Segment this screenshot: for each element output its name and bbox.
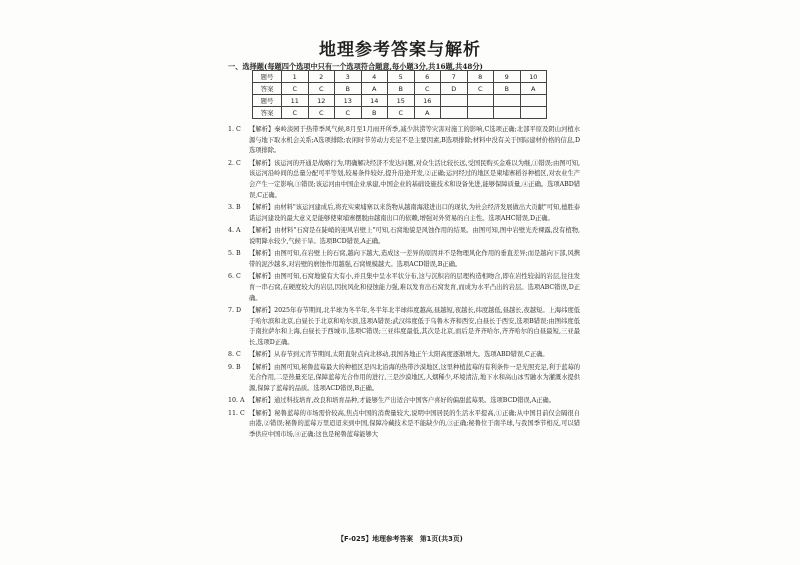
answer-table-cell: 6	[414, 71, 441, 83]
question-number: 1. C	[228, 126, 241, 133]
answer-table-header-cell: 答案	[253, 83, 282, 95]
question-explanation	[228, 363, 580, 395]
page-title: 地理参考答案与解析	[319, 40, 481, 60]
question-number: 3. B	[228, 204, 241, 212]
answer-table-cell: C	[414, 83, 441, 95]
question-analysis-text: 【解析】秦岭淡园于热带季风气候,8月至1月雨开所季,减少洪涝等灾害对施工的影响,C选项正确;北部平原及阴山河植水源与地下取水机会关系;A选项排除;农闲时节劳动力充足不是主要因素,B选项排除;材料中没有关于国际建材价格的信息,D选项排除。	[249, 126, 580, 155]
question-explanation	[228, 125, 580, 157]
answer-table-header-cell: 题号	[253, 95, 282, 107]
answer-table-cell	[441, 95, 468, 107]
answer-table-cell: 5	[388, 71, 415, 83]
answer-table-cell: 16	[414, 95, 441, 107]
answer-table-cell: A	[520, 83, 547, 95]
answer-table-cell: 2	[308, 71, 335, 83]
question-number: 8. C	[228, 351, 241, 359]
answer-table-cell: 1	[282, 71, 309, 83]
question-explanation	[228, 272, 580, 304]
answer-table-header-cell: 题号	[253, 71, 282, 83]
answer-table-cell: 8	[467, 71, 494, 83]
question-number: 5. B	[228, 250, 241, 258]
answer-table-row	[253, 107, 547, 119]
answer-table-row	[253, 83, 547, 95]
answer-table-cell: A	[414, 107, 441, 119]
answer-table-cell: A	[361, 83, 388, 95]
question-explanation	[228, 226, 580, 247]
question-explanation	[228, 306, 580, 349]
question-number: 2. C	[228, 159, 241, 167]
answer-table-header-cell: 答案	[253, 107, 282, 119]
answer-table-cell: B	[494, 83, 521, 95]
answer-table-cell	[520, 107, 547, 119]
question-analysis-text: 【解析】由图可知,秘鲁蓝莓最大的种植区是四北沿海的热带沙漠地区,这里种植蓝莓的有利条件一是光照充足,利于蓝莓的光合作用,二是热量充足,保障蓝莓光合作用的进行,三是沙漠地区,人烟稀少,环境清洁,地下水和高山冰雪融水为灌溉水提供源,保障了蓝莓的品质。选项ACD错误,B正确。	[249, 363, 580, 392]
answer-table-cell	[520, 95, 547, 107]
question-analysis-text: 【解析】通过科技培育,改良和培育品种,才能够生产出适合中国客户喜好的偏甜蓝莓果。选项BCD错误,A正确。	[249, 397, 555, 405]
question-explanation	[228, 249, 580, 270]
question-list	[228, 125, 580, 442]
answer-table-cell: 4	[361, 71, 388, 83]
answer-table-cell	[467, 95, 494, 107]
page-footer: 【F-025】地理参考答案 第1页(共3页)	[337, 535, 463, 543]
question-number: 4. A	[228, 227, 241, 235]
question-explanation	[228, 350, 580, 361]
question-explanation	[228, 409, 580, 441]
question-analysis-text: 【解析】由图可知,在岩壁上的石窝,越向下越大,造成这一差异的原因并不是物理风化作用的垂直差异;而是越向下部,风携带的泥沙越多,对岩壁的磨蚀作用越强,石窝规模越大。选项ACD错误,B正确。	[249, 250, 580, 268]
answer-table-cell: 13	[335, 95, 362, 107]
answer-table-cell	[441, 107, 468, 119]
section-heading: 一、选择题(每题四个选项中只有一个选项符合题意,每小题3分,共16题,共48分)	[228, 62, 483, 71]
answer-table-row	[253, 71, 547, 83]
answer-table-cell: C	[388, 107, 415, 119]
question-analysis-text: 【解析】由材料"石窝是在陡峭的迎风岩壁上"可知,石窝地貌是风蚀作用的结果。由图可知,图中岩壁光秃裸露,没有植物,说明降水较少,气候干旱。选项BCD错误,A正确。	[249, 227, 580, 245]
question-number: 6. C	[228, 273, 241, 281]
answer-table-cell: 15	[388, 95, 415, 107]
answer-table-cell: C	[467, 83, 494, 95]
question-number: 11. C	[228, 409, 245, 417]
answer-table-cell	[494, 95, 521, 107]
question-explanation	[228, 396, 580, 407]
question-number: 10. A	[228, 397, 245, 405]
question-analysis-text: 【解析】秘鲁蓝莓的市场需价较高,焦点中国的消费量较大,说明中国居民的生活水平提高,①正确;从中国目前仅会隔很自由港,②错误;秘鲁的蓝莓万里迢迢来到中国,保障冷藏技术是不能缺少的,③正确;秘鲁位于南半球,与我国季节相反,可以错季供应中国市场,④正确;这也是秘鲁蓝莓能够大	[249, 409, 580, 438]
answer-table-cell: C	[308, 107, 335, 119]
question-analysis-text: 【解析】从春节到元宵节期间,太阳直射点向北移动,我国各地正午太阳高度逐渐增大。选项ABD错误,C正确。	[249, 351, 549, 359]
answer-table-cell: 12	[308, 95, 335, 107]
question-number: 9. B	[228, 363, 241, 371]
answer-table-row	[253, 95, 547, 107]
answer-table-cell	[494, 107, 521, 119]
question-number: 7. D	[228, 306, 242, 314]
question-analysis-text: 【解析】由图可知,石窝地貌有大有小,并且集中呈水平状分布,这与沉积岩的层理构造相吻合,即在岩性较弱的岩层,往往发育一串石窝,在硬度较大的岩层,因抗风化和侵蚀能力强,难以发育出石窝发育,而成为水平凸出的岩层。选项ABC错误,D正确。	[249, 273, 580, 302]
question-explanation	[228, 203, 580, 224]
question-analysis-text: 【解析】该运河的开通是战略行为,明确解决经济不发达问题,对众生活比较长远,受国民购买金难以为继,①错误;由图可知,该运河沿岭间的总量分配可平等划,较易条件较好,提升沿途开发,②正确;运河经过的地区是柬埔寨稻谷种植区,对农业生产会产生一定影响,③错误;该运河由中国企业承建,中国企业的基础设施技术和设备先进,能够保障质量,④正确。选项ABD错误,C正确。	[249, 159, 580, 199]
answer-table-cell: C	[308, 83, 335, 95]
answer-table-cell: 3	[335, 71, 362, 83]
answer-table-cell: 11	[282, 95, 309, 107]
answer-table-cell: 9	[494, 71, 521, 83]
answer-table	[252, 70, 547, 119]
answer-table-cell: D	[441, 83, 468, 95]
question-analysis-text: 【解析】由材料"该运河建成后,将充实柬埔寨以来货物从越南海港进出口的现状,为社会经济发展做出大贡献"可知,德胜泰诺运河建设的最大意义是能够使柬埔寨摆脱由越南出口的依赖,增强对外贸易的自主性。选项AHC错误,D正确。	[249, 204, 580, 222]
answer-table-cell: B	[335, 83, 362, 95]
answer-table-cell	[467, 107, 494, 119]
answer-table-cell: 10	[520, 71, 547, 83]
question-analysis-text: 【解析】2025年春节期间,北半球为冬半年,冬半年北半球纬度越高,昼越短,夜越长,纬度越低,昼越长,夜越短。上海纬度低于哈尔滨和北京,白昼长于北京和哈尔滨,选项A错误;武汉纬度低于乌鲁木齐和西安,白昼长于西安,选项B错误;由图纬度低于南拉萨尔和上海,白昼长于西城市,选项C错误;三亚纬度最低,其次是北京,而后是齐齐哈尔,齐齐哈尔的白昼最短,三亚最长,选项D正确。	[249, 306, 580, 346]
answer-table-cell: C	[335, 107, 362, 119]
answer-table-cell: C	[282, 83, 309, 95]
answer-table-cell: B	[361, 107, 388, 119]
answer-table-cell: C	[282, 107, 309, 119]
answer-table-cell: 7	[441, 71, 468, 83]
answer-table-cell: 14	[361, 95, 388, 107]
question-explanation	[228, 159, 580, 202]
answer-table-cell: B	[388, 83, 415, 95]
